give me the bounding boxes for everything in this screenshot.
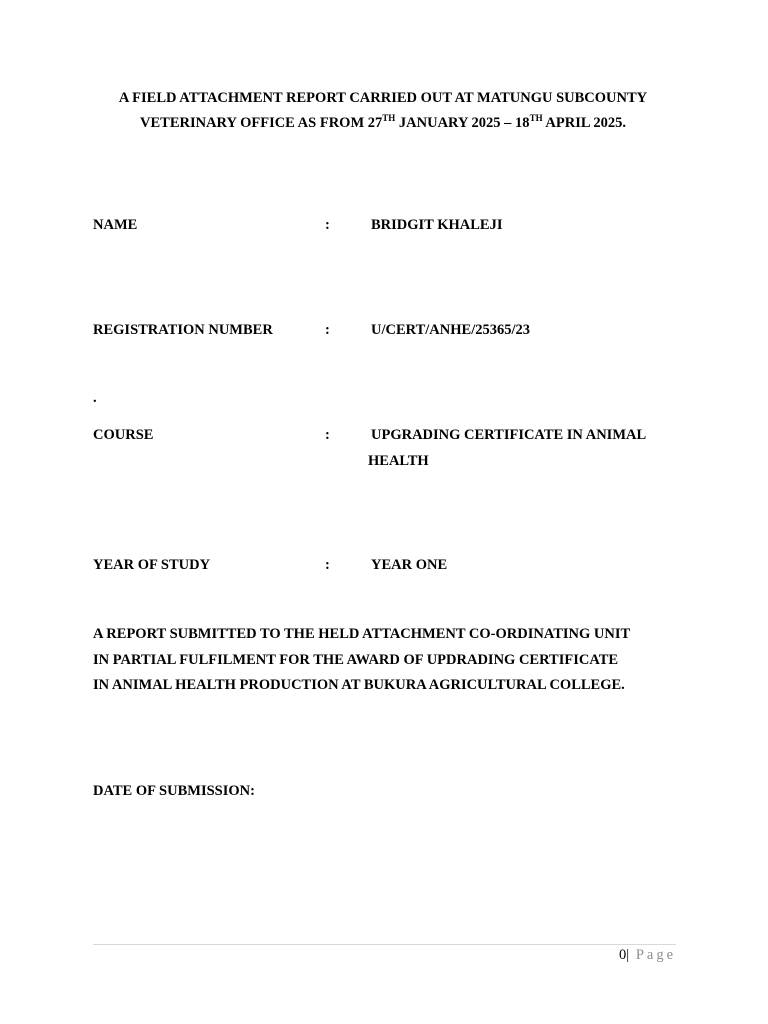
title-line-2-part-c: APRIL 2025.	[542, 115, 626, 131]
field-year-value: YEAR ONE	[371, 557, 448, 573]
statement-line-3: IN ANIMAL HEALTH PRODUCTION AT BUKURA AGRICULTURAL COLLEGE.	[93, 677, 625, 693]
report-title	[93, 86, 673, 136]
submission-statement	[93, 622, 683, 699]
field-year-label: YEAR OF STUDY	[93, 557, 211, 573]
date-of-submission: DATE OF SUBMISSION:	[93, 783, 255, 799]
field-registration-label: REGISTRATION NUMBER	[93, 322, 273, 338]
field-year-colon: :	[325, 557, 330, 573]
page-footer	[619, 945, 676, 965]
field-registration-colon: :	[325, 322, 330, 338]
page-number: 0	[619, 947, 627, 963]
field-course-label: COURSE	[93, 427, 154, 443]
title-superscript-start: TH	[382, 113, 396, 124]
footer-separator: |	[626, 947, 630, 963]
field-course-colon: :	[325, 427, 330, 443]
footer-divider	[93, 944, 676, 945]
title-line-2-part-a: VETERINARY OFFICE AS FROM 27	[140, 115, 383, 131]
field-name-value: BRIDGIT KHALEJI	[371, 217, 503, 233]
statement-line-2: IN PARTIAL FULFILMENT FOR THE AWARD OF UPDRADING CERTIFICATE	[93, 651, 619, 668]
statement-line-1: A REPORT SUBMITTED TO THE HELD ATTACHMENT CO-ORDINATING UNIT	[93, 626, 631, 642]
page-word: Page	[629, 947, 676, 963]
title-line-1: A FIELD ATTACHMENT REPORT CARRIED OUT AT MATUNGU SUBCOUNTY	[118, 90, 648, 106]
field-name-colon: :	[325, 217, 330, 233]
title-line-2	[93, 111, 673, 136]
field-course-value-line-2: HEALTH	[368, 453, 429, 469]
stray-period: .	[93, 390, 97, 406]
field-name-label: NAME	[93, 217, 138, 233]
field-course-value-line-1: UPGRADING CERTIFICATE IN ANIMAL	[371, 427, 647, 443]
title-superscript-end: TH	[529, 113, 543, 124]
field-registration-value: U/CERT/ANHE/25365/23	[371, 322, 531, 338]
title-line-2-part-b: JANUARY 2025 – 18	[395, 115, 530, 131]
